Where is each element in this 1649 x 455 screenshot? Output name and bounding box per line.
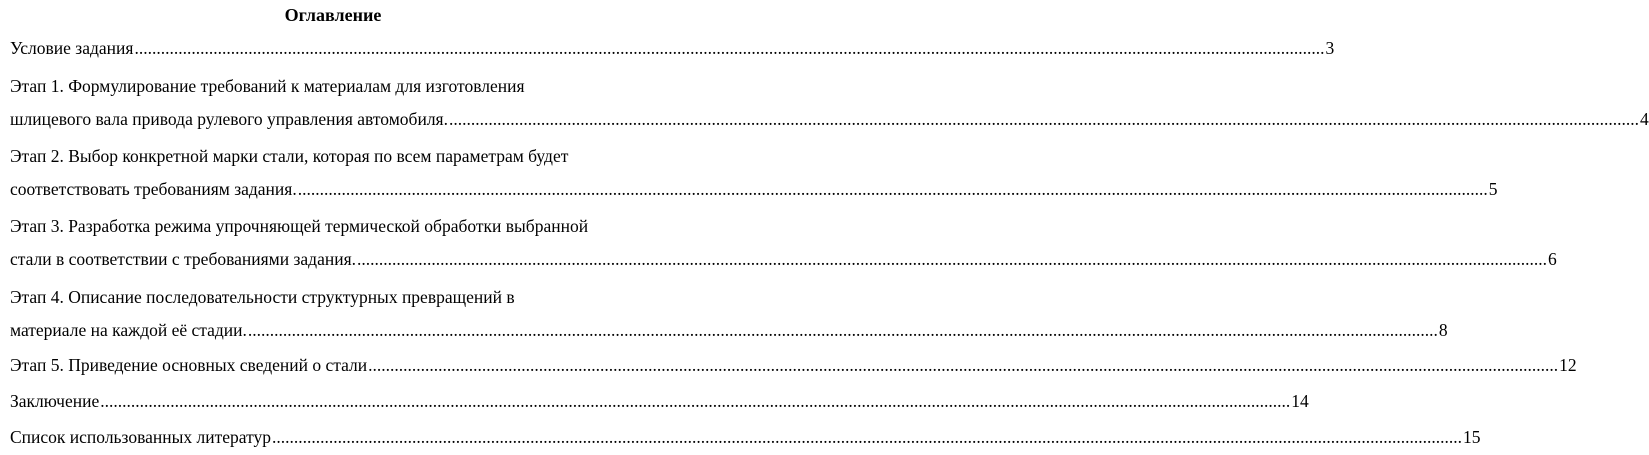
toc-entry-stage-2-line-1[interactable] — [10, 144, 658, 168]
toc-entry-text: Этап 1. Формулирование требований к материалам для изготовления — [10, 76, 525, 96]
toc-title: Оглавление — [284, 5, 382, 25]
toc-page-number: 15 — [1463, 427, 1481, 447]
dot-leader: ................................................................................................................................................................................................................................................................................ — [100, 391, 1291, 411]
toc-entry-text: Этап 5. Приведение основных сведений о стали — [10, 355, 368, 375]
toc-page-number: 12 — [1559, 355, 1577, 375]
toc-entry-text: Этап 4. Описание последовательности структурных превращений в — [10, 287, 515, 307]
toc-entry-conclusion[interactable] — [10, 389, 1309, 413]
toc-page-number: 6 — [1548, 249, 1557, 269]
toc-entry-stage-4-line-1[interactable] — [10, 285, 658, 309]
toc-entry-text: шлицевого вала привода рулевого управления автомобиля. — [10, 109, 448, 129]
toc-entry-stage-1-line-2[interactable] — [10, 107, 1649, 131]
toc-entry-stage-3-line-1[interactable] — [10, 214, 658, 238]
toc-entry-stage-3-line-2[interactable] — [10, 247, 1557, 271]
toc-entry-stage-5[interactable] — [10, 353, 1577, 377]
toc-entry-references[interactable] — [10, 425, 1481, 449]
toc-page-number: 8 — [1438, 320, 1448, 340]
toc-page-number: 14 — [1291, 391, 1309, 411]
dot-leader: ................................................................................................................................................................................................................................................................................ — [368, 355, 1559, 375]
dot-leader: ................................................................................................................................................................................................................................................................................ — [297, 179, 1488, 199]
toc-page-number: 3 — [1325, 38, 1335, 58]
dot-leader: ................................................................................................................................................................................................................................................................................ — [272, 427, 1462, 447]
toc-entry-conditions[interactable] — [10, 36, 1335, 60]
dot-leader: ................................................................................................................................................................................................................................................................................ — [247, 320, 1438, 340]
toc-entry-text: стали в соответствии с требованиями задания. — [10, 249, 356, 269]
toc-entry-text: материале на каждой её стадии. — [10, 320, 247, 340]
toc-entry-stage-1-line-1[interactable] — [10, 74, 658, 98]
toc-entry-stage-2-line-2[interactable] — [10, 177, 1498, 201]
toc-entry-text: Этап 3. Разработка режима упрочняющей термической обработки выбранной — [10, 216, 589, 236]
toc-entry-text: Этап 2. Выбор конкретной марки стали, которая по всем параметрам будет — [10, 146, 569, 166]
dot-leader: ................................................................................................................................................................................................................................................................................ — [134, 38, 1325, 58]
toc-entry-text: Заключение — [10, 391, 100, 411]
toc-page-number: 4 — [1639, 109, 1649, 129]
dot-leader: ................................................................................................................................................................................................................................................................................ — [357, 249, 1547, 269]
toc-entry-stage-4-line-2[interactable] — [10, 318, 1448, 342]
toc-entry-text: Список использованных литератур — [10, 427, 271, 447]
dot-leader: ................................................................................................................................................................................................................................................................................ — [448, 109, 1639, 129]
toc-entry-text: соответствовать требованиям задания. — [10, 179, 297, 199]
toc-page-number: 5 — [1488, 179, 1498, 199]
toc-entry-text: Условие задания — [10, 38, 134, 58]
